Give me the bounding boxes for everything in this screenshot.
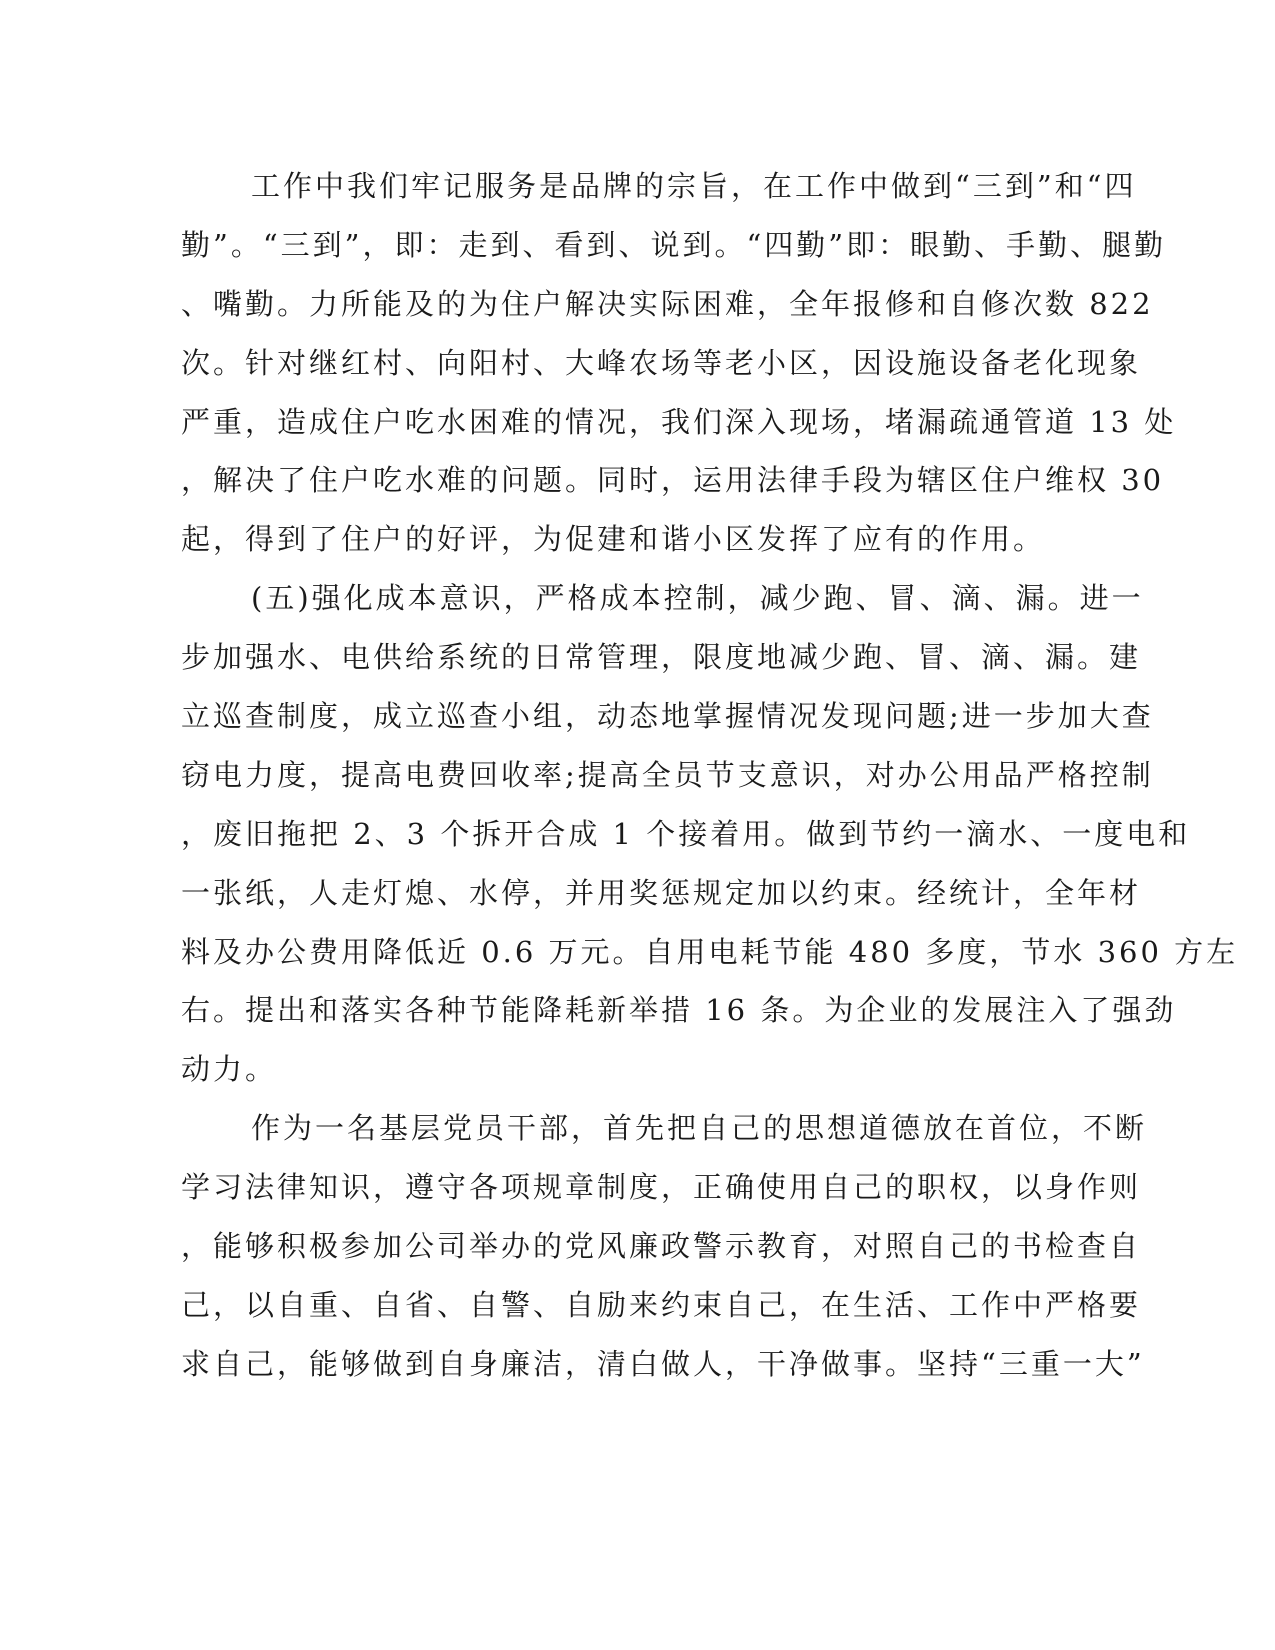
text-line: 窃电力度，提高电费回收率;提高全员节支意识，对办公用品严格控制 [181,757,1154,792]
text-line: 右。提出和落实各种节能降耗新举措 16 条。为企业的发展注入了强劲 [181,993,1177,1028]
text-line: ，废旧拖把 2、3 个拆开合成 1 个接着用。做到节约一滴水、一度电和 [181,816,1191,851]
text-line: (五)强化成本意识，严格成本控制，减少跑、冒、滴、漏。进一 [251,581,1144,616]
text-line: ，能够积极参加公司举办的党风廉政警示教育，对照自己的书检查自 [181,1229,1142,1264]
text-line: 严重，造成住户吃水困难的情况，我们深入现场，堵漏疏通管道 13 处 [181,404,1177,439]
text-line: ，解决了住户吃水难的问题。同时，运用法律手段为辖区住户维权 30 [181,463,1165,498]
document-body [181,157,1239,1394]
text-line: 、嘴勤。力所能及的为住户解决实际困难，全年报修和自修次数 822 [181,286,1154,321]
text-line: 立巡查制度，成立巡查小组，动态地掌握情况发现问题;进一步加大查 [181,699,1154,734]
text-line: 料及办公费用降低近 0.6 万元。自用电耗节能 480 多度，节水 360 方左 [181,934,1239,969]
text-line: 工作中我们牢记服务是品牌的宗旨，在工作中做到“三到”和“四 [251,169,1137,203]
text-line: 学习法律知识，遵守各项规章制度，正确使用自己的职权，以身作则 [181,1170,1142,1205]
text-line: 求自己，能够做到自身廉洁，清白做人，干净做事。坚持“三重一大” [181,1346,1145,1381]
text-line: 一张纸，人走灯熄、水停，并用奖惩规定加以约束。经统计，全年材 [181,875,1142,910]
text-line: 动力。 [181,1052,278,1087]
text-line: 作为一名基层党员干部，首先把自己的思想道德放在首位，不断 [251,1111,1148,1146]
text-line: 己，以自重、自省、自警、自励来约束自己，在生活、工作中严格要 [181,1287,1142,1322]
text-line: 步加强水、电供给系统的日常管理，限度地减少跑、冒、滴、漏。建 [181,640,1142,675]
paragraph-party-conduct [181,1099,1148,1393]
text-line: 起，得到了住户的好评，为促建和谐小区发挥了应有的作用。 [181,522,1046,557]
paragraph-service [181,157,1177,569]
paragraph-cost-control [181,569,1239,1099]
text-line: 勤”。“三到”，即：走到、看到、说到。“四勤”即：眼勤、手勤、腿勤 [181,227,1167,262]
text-line: 次。针对继红村、向阳村、大峰农场等老小区，因设施设备老化现象 [181,345,1142,380]
